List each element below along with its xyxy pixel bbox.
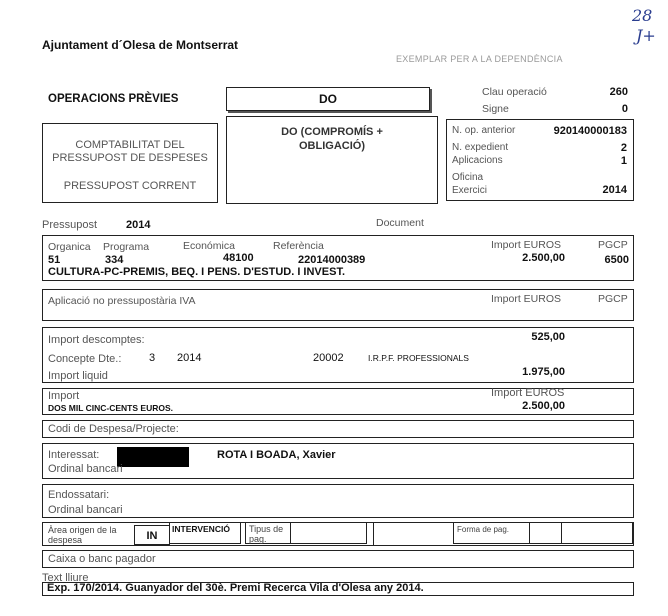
- area-row-box: [42, 522, 634, 546]
- institution-name: Ajuntament d´Olesa de Montserrat: [42, 38, 239, 52]
- text-lliure-label: Text lliure: [42, 572, 89, 584]
- iva-box: [42, 289, 634, 321]
- codi-despesa-box: [42, 420, 634, 438]
- expedient-label: N. expedient: [452, 142, 509, 153]
- import-total-label: Import: [48, 390, 80, 402]
- description-line2: OBLIGACIÓ): [299, 140, 365, 152]
- tipus-pag-line2: pag.: [249, 534, 267, 544]
- operation-code: DO: [319, 92, 337, 106]
- organica-label: Organica: [48, 241, 91, 253]
- import-euros-value: 2.500,00: [522, 252, 565, 264]
- tipus-pag-box: [245, 522, 367, 544]
- accounting-line3: PRESSUPOST CORRENT: [63, 180, 197, 192]
- clau-label: Clau operació: [482, 86, 547, 98]
- oficina-label: Oficina: [452, 172, 484, 183]
- interessat-label: Interessat:: [48, 449, 100, 461]
- accounting-box: [42, 123, 218, 203]
- area-origen-label: [48, 525, 138, 545]
- forma-divider-2: [561, 522, 562, 544]
- programa-label: Programa: [103, 241, 150, 253]
- handwritten-number: 28: [632, 6, 653, 25]
- descomptes-value: 525,00: [531, 331, 565, 343]
- caixa-box: [42, 550, 634, 568]
- iva-label: Aplicació no pressupostària IVA: [48, 295, 196, 307]
- pressupost-label: Pressupost: [42, 219, 98, 231]
- endossatari-ordinal-label: Ordinal bancari: [48, 504, 123, 516]
- signe-label: Signe: [482, 103, 509, 115]
- text-lliure-value: Exp. 170/2014. Guanyador del 30è. Premi Recerca Vila d'Olesa any 2014.: [47, 582, 424, 594]
- text-lliure-box: [42, 582, 634, 596]
- concepte-num: 3: [149, 352, 156, 364]
- operation-code-box: [226, 87, 430, 111]
- area-divider: [373, 522, 374, 546]
- pressupost-value: 2014: [126, 219, 151, 231]
- exercici-value: 2014: [602, 184, 627, 196]
- concepte-code: 20002: [313, 352, 344, 364]
- codi-despesa-label: Codi de Despesa/Projecte:: [48, 423, 179, 435]
- area-code-box: [134, 525, 170, 545]
- handwritten-initials: J+: [636, 26, 656, 45]
- budget-application-box: [42, 235, 634, 281]
- accounting-line1: COMPTABILITAT DEL: [75, 139, 185, 151]
- referencia-value: 22014000389: [298, 254, 366, 266]
- interessat-box: [42, 443, 634, 479]
- clau-value: 260: [609, 86, 628, 98]
- document-label: Document: [376, 217, 424, 229]
- import-euros-label: Import EUROS: [491, 239, 562, 251]
- discounts-box: [42, 327, 634, 383]
- area-name: INTERVENCIÓ: [172, 524, 230, 534]
- signe-value: 0: [621, 103, 628, 115]
- expedient-value: 2: [620, 142, 627, 154]
- import-total-words: DOS MIL CINC-CENTS EUROS.: [48, 403, 173, 413]
- area-origen-label-line1: Àrea origen de la: [48, 525, 117, 535]
- forma-pag-box: [453, 522, 633, 544]
- op-anterior-value: 920140000183: [553, 125, 627, 137]
- interessat-ordinal-label: Ordinal bancari: [48, 463, 123, 475]
- iva-pgcp-label: PGCP: [598, 293, 628, 305]
- liquid-label: Import liquid: [48, 370, 108, 382]
- exercici-label: Exercici: [452, 185, 488, 196]
- details-box: [446, 119, 634, 201]
- import-total-box: [42, 388, 634, 415]
- concepte-year: 2014: [177, 352, 202, 364]
- pgcp-label: PGCP: [598, 239, 628, 251]
- import-total-value: 2.500,00: [522, 400, 565, 412]
- endossatari-box: [42, 484, 634, 518]
- application-description: CULTURA-PC-PREMIS, BEQ. I PENS. D'ESTUD. I INVEST.: [48, 266, 345, 278]
- tipus-pag-line1: Tipus de: [249, 524, 284, 534]
- area-code: IN: [146, 530, 158, 542]
- tipus-pag-label: [249, 524, 283, 544]
- area-name-box: [169, 522, 241, 544]
- op-anterior-label: N. op. anterior: [452, 125, 516, 136]
- iva-import-label: Import EUROS: [491, 293, 562, 305]
- section-title: OPERACIONS PRÈVIES: [48, 93, 179, 105]
- concepte-label: Concepte Dte.:: [48, 353, 122, 365]
- programa-value: 334: [105, 254, 124, 266]
- accounting-line2: PRESSUPOST DE DESPESES: [52, 152, 208, 164]
- endossatari-label: Endossatari:: [48, 489, 110, 501]
- pgcp-value: 6500: [604, 254, 629, 266]
- area-origen-label-line2: despesa: [48, 535, 83, 545]
- import-total-euros-label: Import EUROS: [491, 387, 565, 399]
- forma-pag-label: Forma de pag.: [457, 525, 510, 534]
- aplicacions-value: 1: [620, 155, 627, 167]
- interessat-name: ROTA I BOADA, Xavier: [217, 449, 336, 461]
- operation-description-box: [226, 116, 438, 204]
- descomptes-label: Import descomptes:: [48, 334, 145, 346]
- referencia-label: Referència: [273, 240, 324, 252]
- tipus-divider: [290, 522, 291, 544]
- redacted-id: [117, 447, 189, 467]
- liquid-value: 1.975,00: [522, 366, 565, 378]
- caixa-label: Caixa o banc pagador: [48, 553, 156, 565]
- economica-value: 48100: [223, 252, 254, 264]
- economica-label: Económica: [183, 240, 235, 252]
- organica-value: 51: [48, 254, 61, 266]
- description-line1: DO (COMPROMÍS +: [281, 126, 383, 138]
- concepte-description: I.R.P.F. PROFESSIONALS: [368, 353, 469, 363]
- copy-stamp: EXEMPLAR PER A LA DEPENDÈNCIA: [396, 54, 563, 64]
- forma-divider-1: [529, 522, 530, 544]
- aplicacions-label: Aplicacions: [452, 155, 503, 166]
